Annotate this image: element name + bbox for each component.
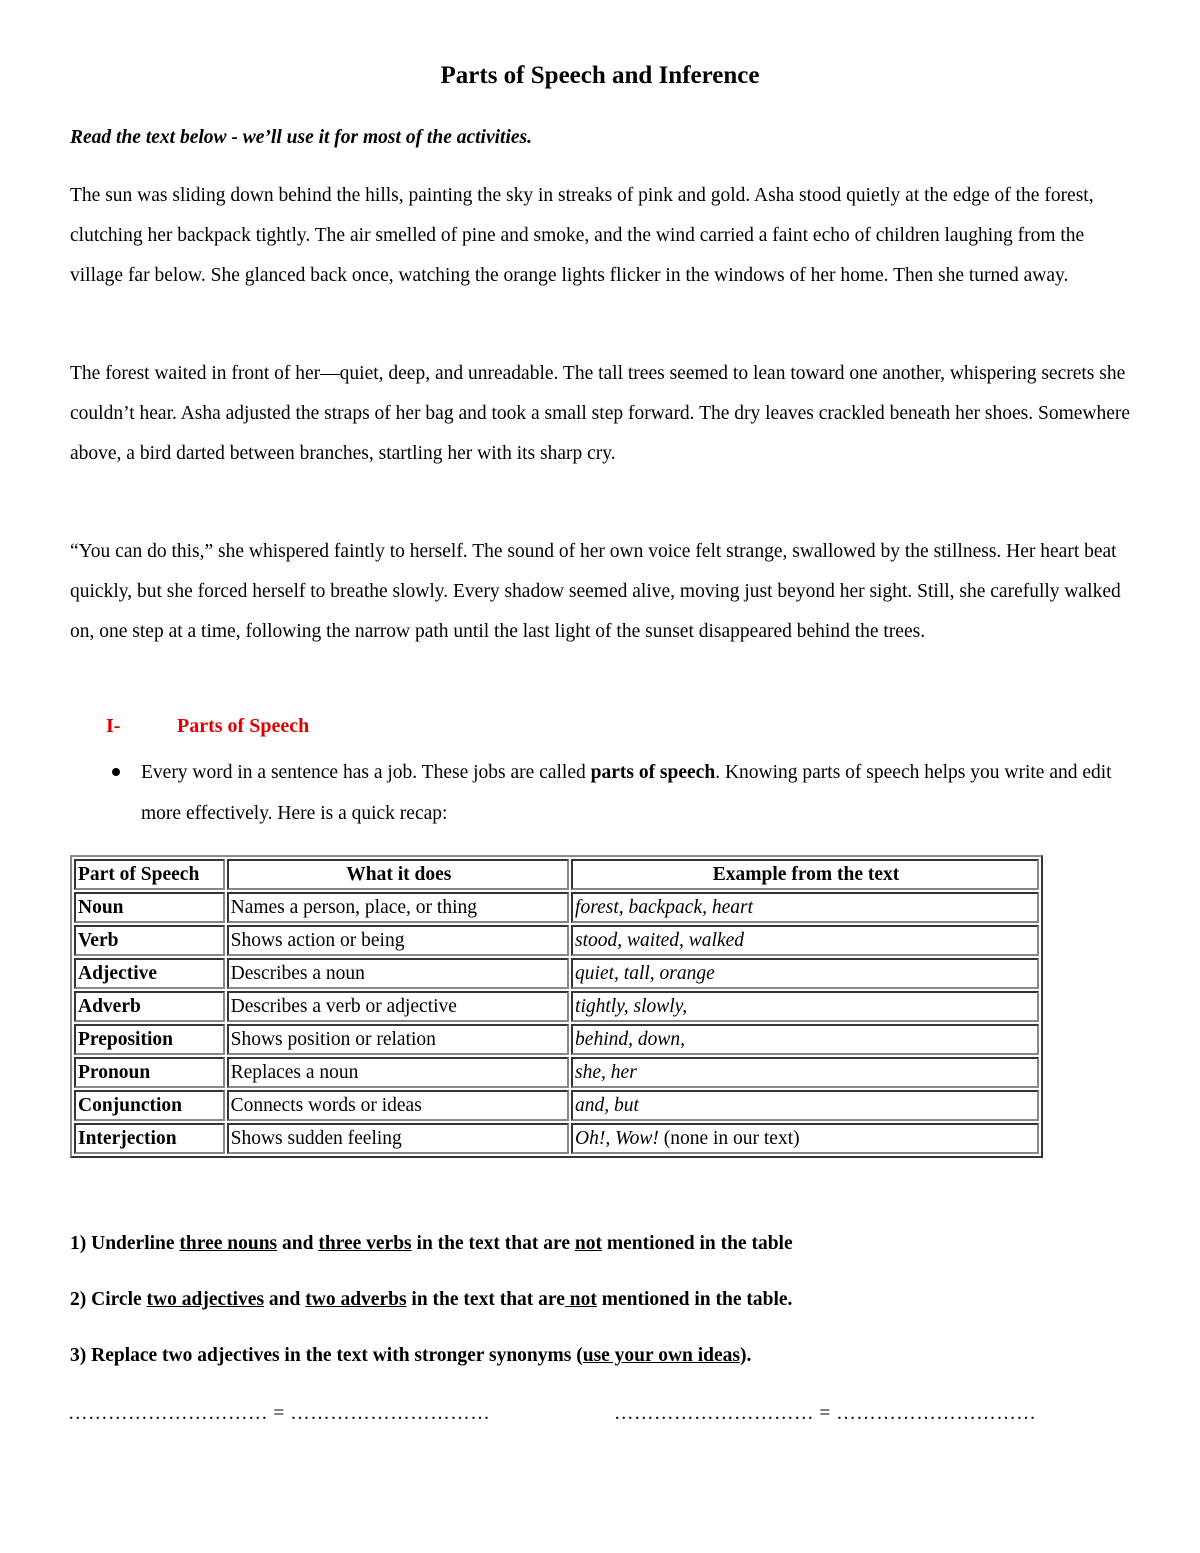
instruction-text: Read the text below - we’ll use it for most of the activities. bbox=[70, 127, 532, 148]
bullet-text-end: . Knowing parts of speech helps you write and edit more effectively. Here is a quick recap: bbox=[141, 762, 1112, 824]
row-description: Replaces a noun bbox=[227, 1057, 569, 1088]
bullet-text-bold: parts of speech bbox=[590, 762, 716, 783]
row-description: Shows sudden feeling bbox=[227, 1123, 569, 1154]
passage-paragraph-1: The sun was sliding down behind the hills, painting the sky in streaks of pink and gold. Asha stood quietly at the edge of the forest, clutching her backpack tightly. The air smelled of pine and smoke, and the wind carried a faint echo of children laughing from the village far below. She glanced back once, watching the orange lights flicker in the windows of her home. Then she turned away. bbox=[70, 185, 1094, 286]
q3-underlined: use your own ideas bbox=[582, 1345, 741, 1366]
row-example: and, but bbox=[571, 1090, 1039, 1121]
row-name: Pronoun bbox=[74, 1057, 225, 1088]
row-name: Preposition bbox=[74, 1024, 225, 1055]
row-example: quiet, tall, orange bbox=[571, 958, 1039, 989]
page-title: Parts of Speech and Inference bbox=[440, 62, 760, 89]
row-example: stood, waited, walked bbox=[571, 925, 1039, 956]
q1-part: and bbox=[277, 1233, 319, 1254]
question-1 bbox=[70, 1233, 793, 1255]
question-3 bbox=[70, 1345, 751, 1367]
table-row bbox=[74, 958, 1039, 989]
row-description: Shows action or being bbox=[227, 925, 569, 956]
table-row bbox=[74, 925, 1039, 956]
passage-paragraph-3: “You can do this,” she whispered faintly to herself. The sound of her own voice felt strange, swallowed by the stillness. Her heart beat quickly, but she forced herself to breathe slowly. Every shadow seemed alive, moving just beyond her sight. Still, she carefully walked on, one step at a time, following the narrow path until the last light of the sunset disappeared behind the trees. bbox=[70, 541, 1121, 642]
q2-underlined: two adjectives bbox=[146, 1289, 265, 1310]
passage-paragraph-2: The forest waited in front of her—quiet, deep, and unreadable. The tall trees seemed to lean toward one another, whispering secrets she couldn’t hear. Asha adjusted the straps of her bag and took a small step forward. The dry leaves crackled beneath her shoes. Somewhere above, a bird darted between branches, startling her with its sharp cry. bbox=[70, 363, 1131, 464]
q1-part: 1) Underline bbox=[70, 1233, 180, 1254]
bullet-text bbox=[141, 752, 1131, 834]
row-example: forest, backpack, heart bbox=[571, 892, 1039, 923]
q1-underlined: three verbs bbox=[318, 1233, 412, 1254]
header-part-of-speech: Part of Speech bbox=[74, 859, 225, 890]
answer-line-left[interactable]: ………………………… = ………………………… bbox=[68, 1403, 491, 1424]
q3-part: ). bbox=[740, 1345, 752, 1366]
row-example: she, her bbox=[571, 1057, 1039, 1088]
row-name: Conjunction bbox=[74, 1090, 225, 1121]
row-example: behind, down, bbox=[571, 1024, 1039, 1055]
parts-of-speech-table bbox=[70, 855, 1043, 1158]
row-example-italic: Oh!, Wow! bbox=[575, 1128, 659, 1149]
q1-underlined: not bbox=[574, 1233, 602, 1254]
q2-part: 2) Circle bbox=[70, 1289, 147, 1310]
table-row bbox=[74, 1024, 1039, 1055]
row-name: Adjective bbox=[74, 958, 225, 989]
row-description: Connects words or ideas bbox=[227, 1090, 569, 1121]
row-name: Adverb bbox=[74, 991, 225, 1022]
row-name: Verb bbox=[74, 925, 225, 956]
table-header-row bbox=[74, 859, 1039, 890]
q2-part: mentioned in the table. bbox=[596, 1289, 793, 1310]
section-title: Parts of Speech bbox=[177, 715, 310, 737]
bullet-icon bbox=[112, 768, 120, 776]
row-description: Shows position or relation bbox=[227, 1024, 569, 1055]
question-2 bbox=[70, 1289, 792, 1311]
row-description: Names a person, place, or thing bbox=[227, 892, 569, 923]
header-example: Example from the text bbox=[571, 859, 1039, 890]
row-name: Interjection bbox=[74, 1123, 225, 1154]
row-example: tightly, slowly, bbox=[571, 991, 1039, 1022]
table-row bbox=[74, 991, 1039, 1022]
q1-underlined: three nouns bbox=[179, 1233, 278, 1254]
table-row bbox=[74, 892, 1039, 923]
table-row bbox=[74, 1123, 1039, 1154]
q1-part: in the text that are bbox=[411, 1233, 575, 1254]
row-description: Describes a verb or adjective bbox=[227, 991, 569, 1022]
table-row bbox=[74, 1090, 1039, 1121]
q2-part: and bbox=[264, 1289, 306, 1310]
table-row bbox=[74, 1057, 1039, 1088]
answer-line-right[interactable]: ………………………… = ………………………… bbox=[614, 1403, 1037, 1424]
q2-part: in the text that are bbox=[406, 1289, 565, 1310]
section-number: I- bbox=[106, 715, 121, 737]
row-name: Noun bbox=[74, 892, 225, 923]
bullet-text-start: Every word in a sentence has a job. These jobs are called bbox=[141, 762, 591, 783]
row-example bbox=[571, 1123, 1039, 1154]
q2-underlined: two adverbs bbox=[305, 1289, 407, 1310]
q3-part: 3) Replace two adjectives in the text with stronger synonyms ( bbox=[70, 1345, 583, 1366]
row-example-note: (none in our text) bbox=[658, 1128, 800, 1149]
q2-underlined: not bbox=[564, 1289, 597, 1310]
header-what-it-does: What it does bbox=[227, 859, 569, 890]
row-description: Describes a noun bbox=[227, 958, 569, 989]
q1-part: mentioned in the table bbox=[601, 1233, 793, 1254]
